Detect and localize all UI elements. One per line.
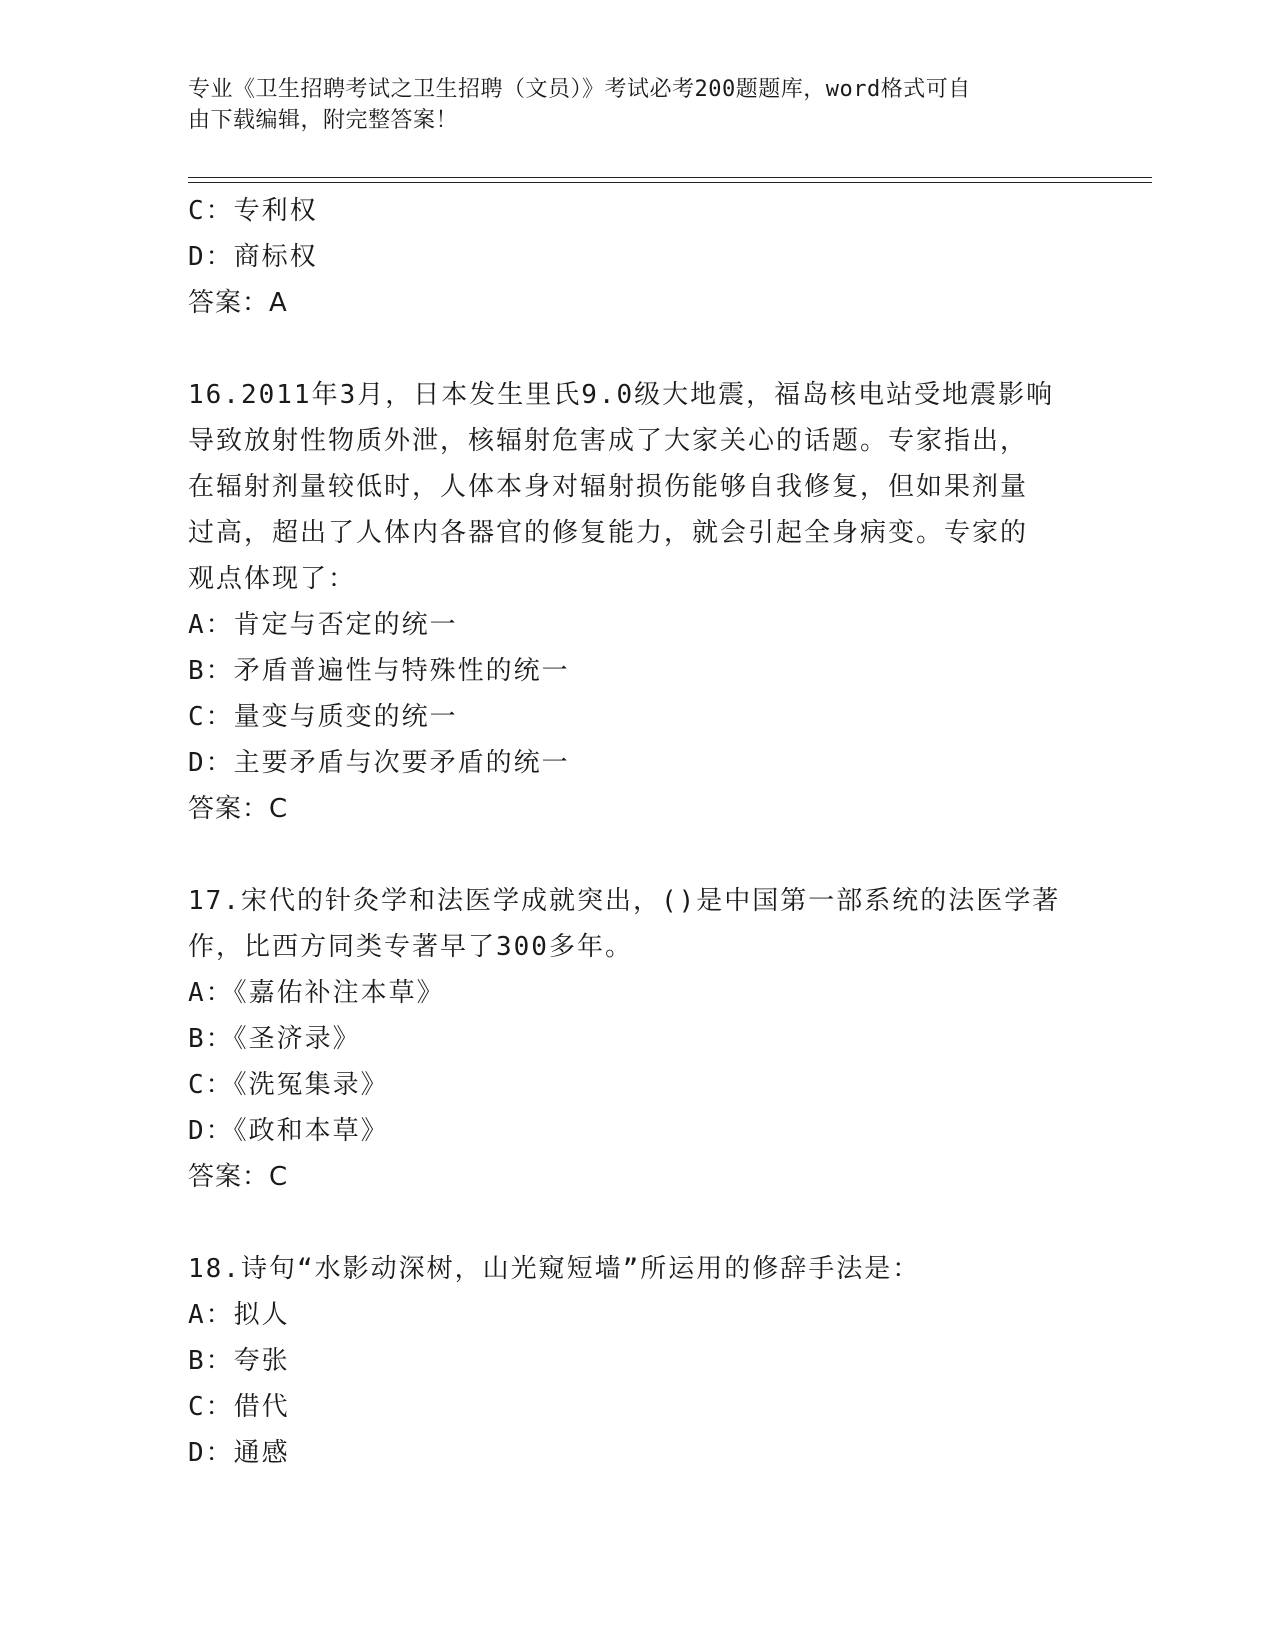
- question-17: [188, 878, 1088, 1200]
- spacer: [188, 832, 1088, 878]
- answer-line: 答案：C: [188, 794, 289, 824]
- document-header: [188, 74, 1068, 136]
- option-c: C：借代: [188, 1392, 290, 1422]
- option-d: D：商标权: [188, 242, 318, 272]
- option-c: C：量变与质变的统一: [188, 702, 458, 732]
- option-d: D：通感: [188, 1438, 290, 1468]
- question-text: [188, 372, 1088, 602]
- option-a: A：《嘉佑补注本草》: [188, 978, 445, 1008]
- option-b: B：矛盾普遍性与特殊性的统一: [188, 656, 570, 686]
- question-text-line: 作，比西方同类专著早了300多年。: [188, 932, 633, 962]
- question-16: [188, 372, 1088, 832]
- question-content: [188, 188, 1088, 1476]
- question-text-line: 导致放射性物质外泄，核辐射危害成了大家关心的话题。专家指出，: [188, 426, 1029, 456]
- question-text: [188, 878, 1088, 970]
- option-b: B：《圣济录》: [188, 1024, 361, 1054]
- option-c: C：《洗冤集录》: [188, 1070, 389, 1100]
- question-text-line: 16.2011年3月，日本发生里氏9.0级大地震，福岛核电站受地震影响: [188, 380, 1055, 410]
- prev-question: [188, 188, 1088, 326]
- option-a: A：拟人: [188, 1300, 290, 1330]
- answer-line: 答案：A: [188, 288, 288, 318]
- spacer: [188, 1200, 1088, 1246]
- answer-line: 答案：C: [188, 1162, 289, 1192]
- question-18: [188, 1246, 1088, 1476]
- option-d: D：《政和本草》: [188, 1116, 389, 1146]
- header-line-1: 专业《卫生招聘考试之卫生招聘（文员）》考试必考200题题库，word格式可自: [188, 77, 971, 102]
- option-d: D：主要矛盾与次要矛盾的统一: [188, 748, 570, 778]
- header-divider-bottom: [188, 182, 1152, 183]
- header-divider-top: [188, 177, 1152, 178]
- question-text-line: 在辐射剂量较低时，人体本身对辐射损伤能够自我修复，但如果剂量: [188, 472, 1029, 502]
- option-c: C：专利权: [188, 196, 318, 226]
- option-a: A：肯定与否定的统一: [188, 610, 458, 640]
- question-text-line: 过高，超出了人体内各器官的修复能力，就会引起全身病变。专家的: [188, 518, 1029, 548]
- question-text-line: 18.诗句“水影动深树，山光窥短墙”所运用的修辞手法是：: [188, 1254, 921, 1284]
- question-text-line: 观点体现了：: [188, 564, 357, 594]
- question-text-line: 17.宋代的针灸学和法医学成就突出，()是中国第一部系统的法医学著: [188, 886, 1061, 916]
- option-b: B：夸张: [188, 1346, 290, 1376]
- header-line-2: 由下载编辑，附完整答案！: [188, 108, 459, 133]
- spacer: [188, 326, 1088, 372]
- question-text: [188, 1246, 1088, 1292]
